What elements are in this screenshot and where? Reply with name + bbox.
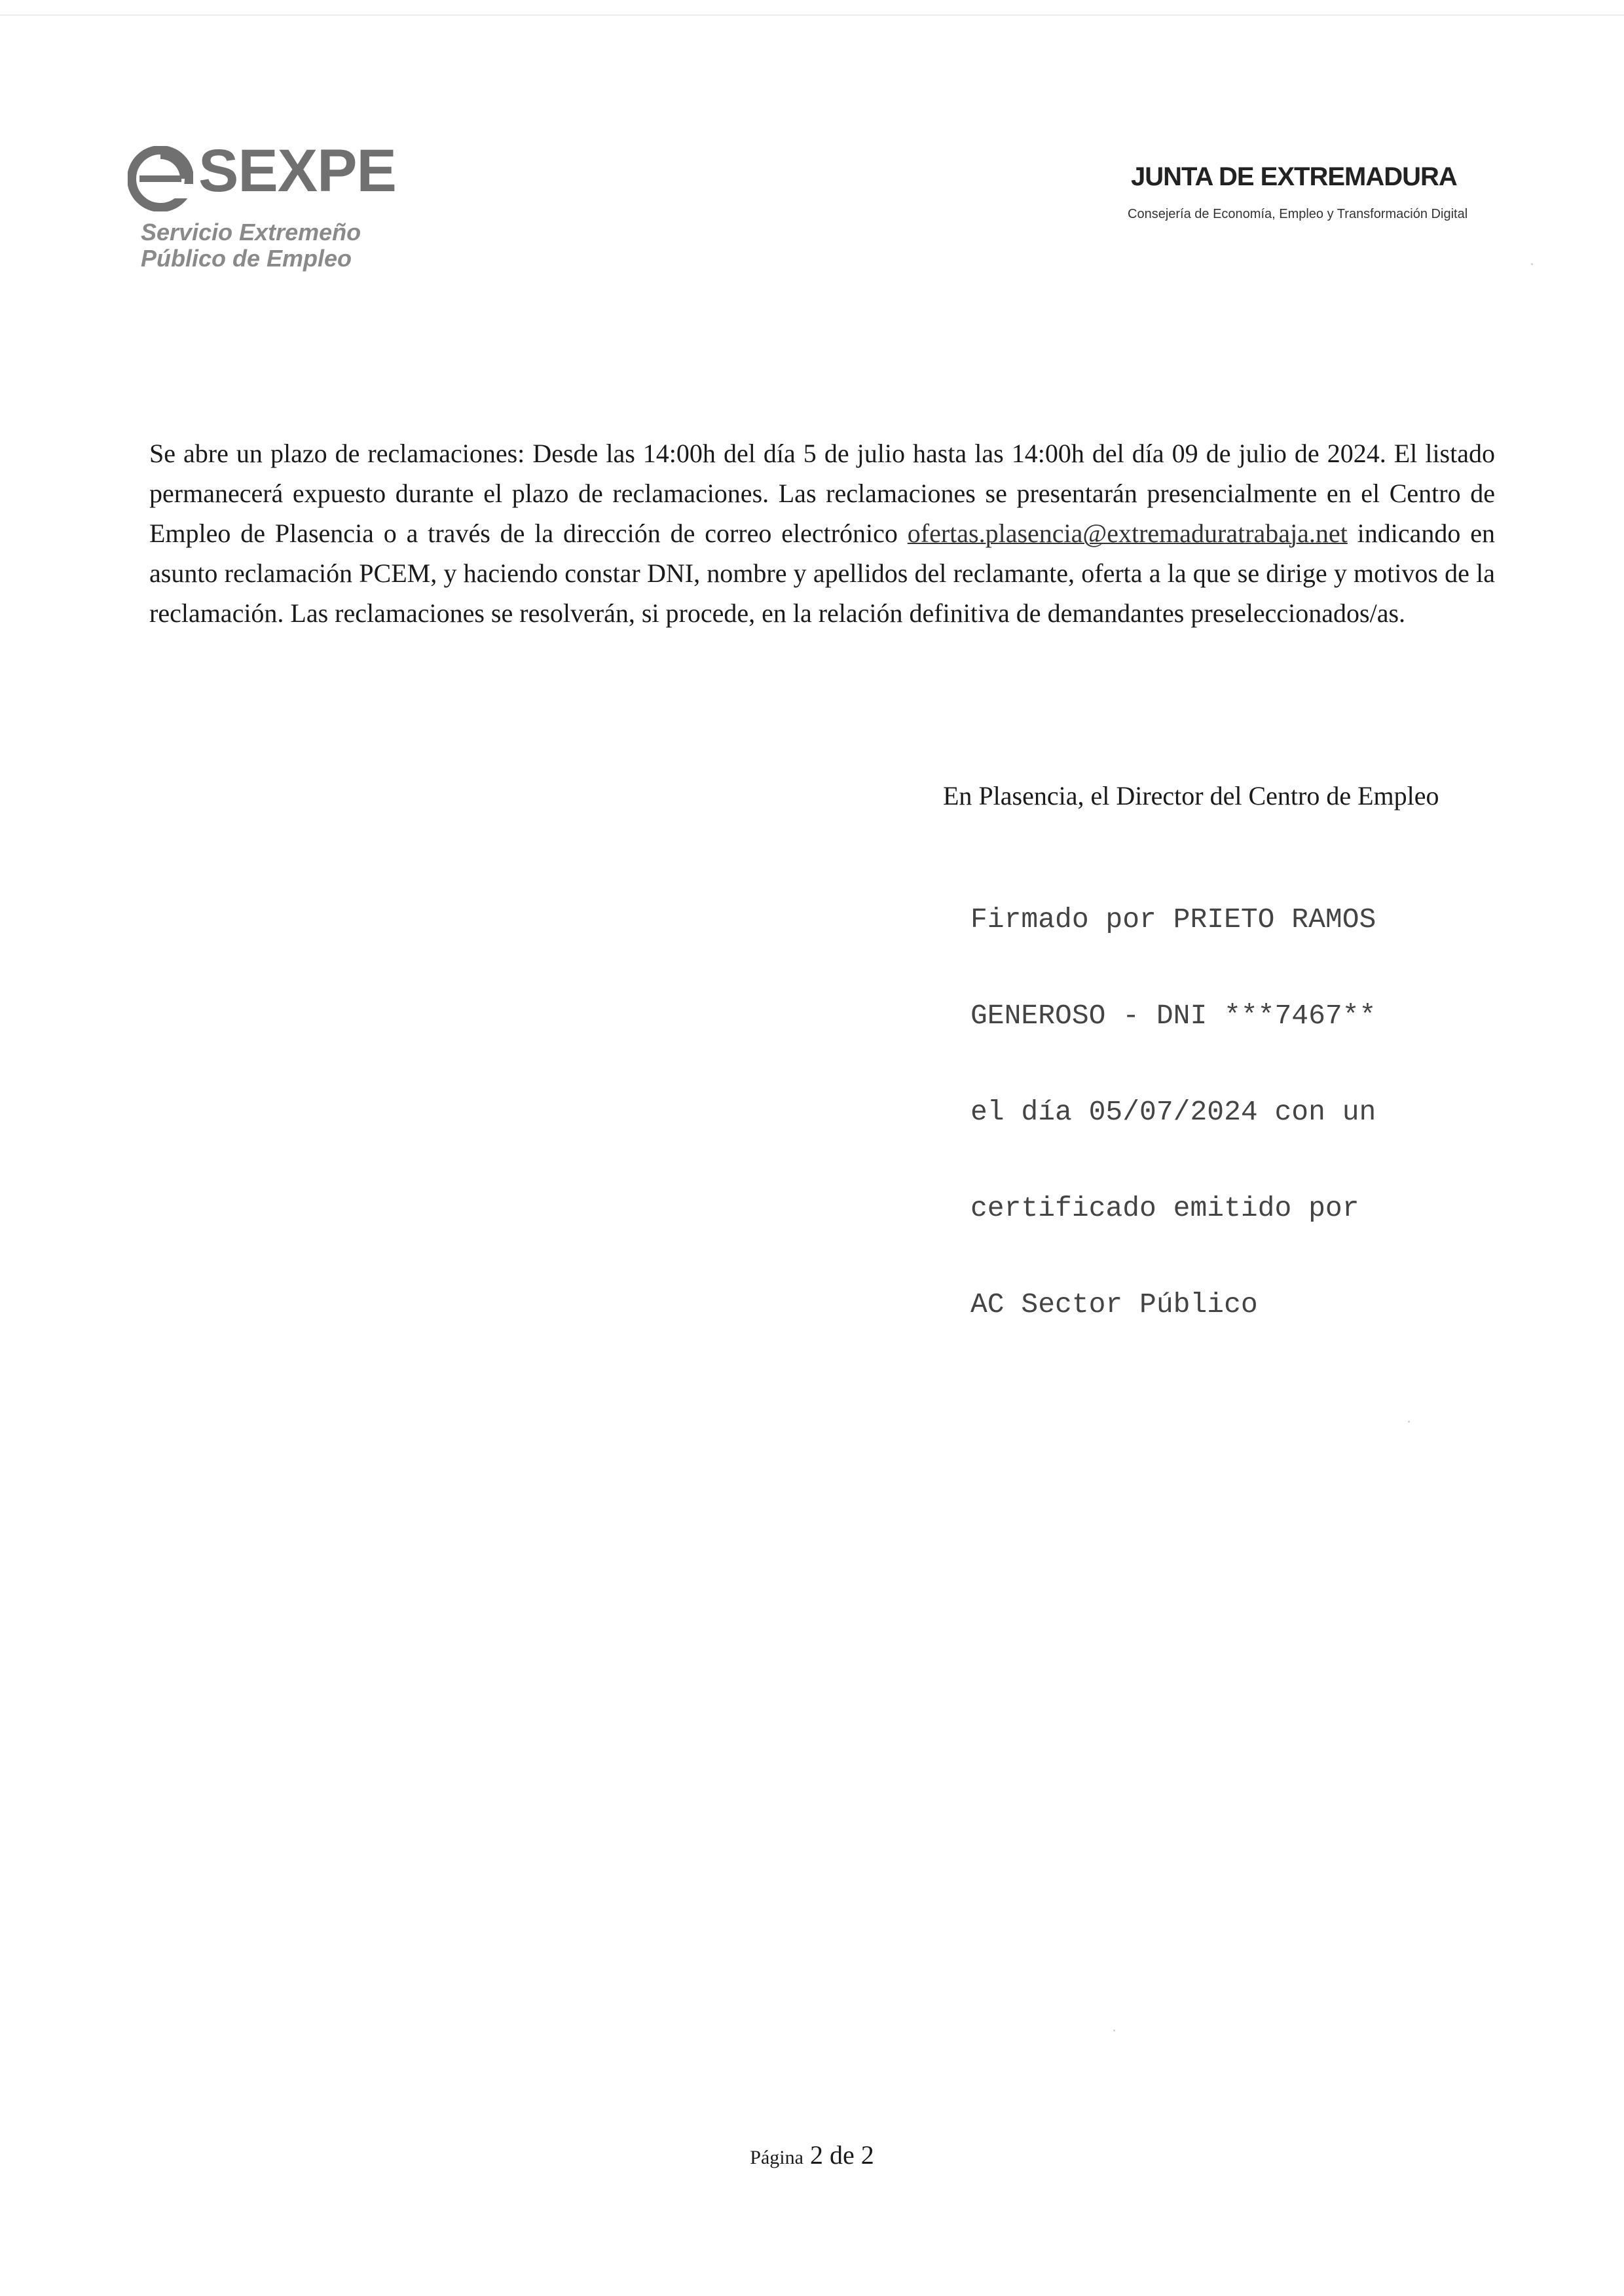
signature-line1: Firmado por PRIETO RAMOS <box>970 903 1376 936</box>
sexpe-tagline-line2: Público de Empleo <box>141 245 352 272</box>
page-total: 2 <box>860 2140 874 2170</box>
email-link[interactable]: ofertas.plasencia@extremaduratrabaja.net <box>907 519 1348 548</box>
junta-title: JUNTA DE EXTREMADURA <box>1131 162 1457 191</box>
body-text-part2: indicando en asunto reclamación PCEM, y haciendo constar DNI, nombre y apellidos del reclamante, oferta a la que se dirige y motivos de la reclamación. Las reclamaciones se resolverán, si procede, en la relación definitiva de demandantes preseleccionados/as. <box>149 519 1495 628</box>
sexpe-e-icon <box>128 146 193 211</box>
signature-line4: certificado emitido por <box>970 1192 1359 1224</box>
scan-speck <box>1113 2030 1115 2032</box>
page-edge <box>0 14 1624 16</box>
scan-speck <box>1531 263 1533 265</box>
sexpe-tagline-line1: Servicio Extremeño <box>141 219 361 246</box>
page-of: de <box>829 2140 855 2170</box>
body-paragraph <box>149 433 1495 633</box>
signature-line5: AC Sector Público <box>970 1288 1258 1321</box>
scan-speck <box>1408 1421 1410 1423</box>
signature-block <box>970 839 1376 1353</box>
sexpe-tagline <box>141 219 361 272</box>
sexpe-wordmark: SEXPE <box>198 137 396 204</box>
page-number <box>0 2140 1624 2170</box>
signature-line2: GENEROSO - DNI ***7467** <box>970 1000 1376 1032</box>
sexpe-logo <box>128 137 403 272</box>
page-label: Página <box>750 2147 803 2168</box>
closing-line: En Plasencia, el Director del Centro de Empleo <box>943 781 1439 811</box>
body-text-part1: Se abre un plazo de reclamaciones: Desde las 14:00h del día 5 de julio hasta las 14:00h del día 09 de julio de 2024. El listado permanecerá expuesto durante el plazo de reclamaciones. Las reclamaciones se presentarán presencialmente en el Centro de Empleo de Plasencia o a través de la dirección de correo electrónico <box>149 439 1495 548</box>
page-current: 2 <box>809 2140 823 2170</box>
signature-line3: el día 05/07/2024 con un <box>970 1096 1376 1128</box>
junta-subtitle: Consejería de Economía, Empleo y Transformación Digital <box>1128 207 1468 221</box>
